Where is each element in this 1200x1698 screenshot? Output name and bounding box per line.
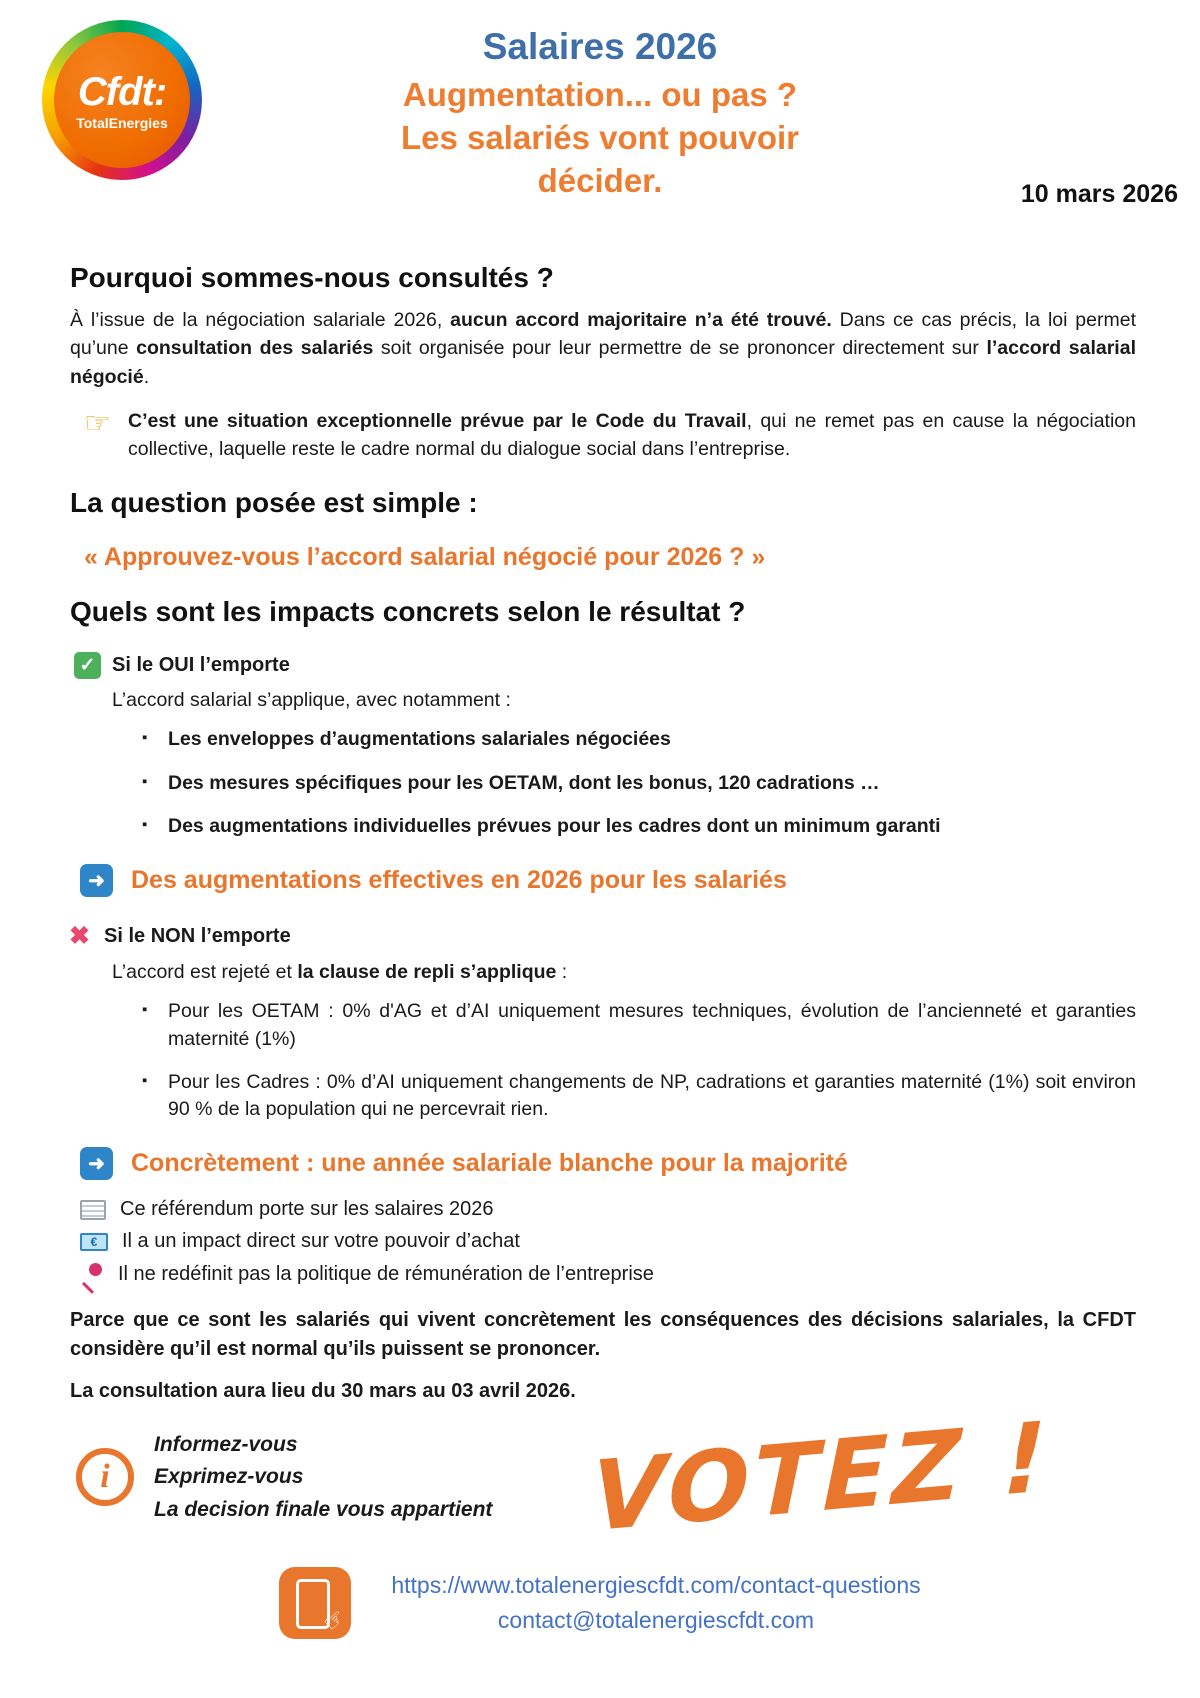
point-remuneration (80, 1262, 1136, 1286)
heading-impacts: Quels sont les impacts concrets selon le résultat ? (70, 596, 746, 628)
yes-bullet-3: ▪ Des augmentations individuelles prévues pour les cadres dont un minimum garanti (142, 813, 1136, 840)
point-text-1: Ce référendum porte sur les salaires 2026 (120, 1198, 494, 1221)
info-line-3: La decision finale vous appartient (154, 1497, 493, 1521)
why-bold-1: aucun accord majoritaire n’a été trouvé. (450, 309, 832, 331)
newspaper-icon (80, 1200, 106, 1220)
note-bold-1: C’est une situation exceptionnelle prévue par le Code du Travail (128, 409, 747, 432)
no-intro (112, 961, 1136, 984)
why-bold-2: consultation des salariés (136, 337, 374, 360)
cross-icon: ✖ (69, 922, 90, 951)
referendum-question: « Approuvez-vous l’accord salarial négocié pour 2026 ? » (84, 543, 766, 572)
consultation-text: aura lieu du 30 mars au 03 avril 2026. (217, 1380, 576, 1403)
phone-contact-icon (279, 1567, 351, 1639)
arrow-right-icon: ➜ (80, 1147, 113, 1180)
note-text (128, 407, 1136, 464)
why-text-3: soit organisée pour leur permettre de se prononcer directement sur (373, 337, 987, 360)
header (0, 0, 1200, 238)
why-text-2: Dans ce cas précis, la loi permet qu’une (70, 309, 1136, 360)
yes-intro: L’accord salarial s’applique, avec notamment : (112, 689, 511, 712)
why-bold-3: l’accord salarial négocié (70, 337, 1136, 388)
title-block (250, 26, 950, 203)
no-intro-text-2: : (556, 961, 568, 984)
logo-subtext: TotalEnergies (76, 114, 168, 131)
yes-bullet-2: ▪ Des mesures spécifiques pour les OETAM, dont les bonus, 120 cadrations … (142, 770, 1136, 797)
yes-callout (80, 864, 1136, 897)
no-bullet-list (142, 998, 1136, 1123)
check-icon: ✓ (74, 652, 101, 679)
no-label-text: Si le NON l’emporte (104, 924, 291, 947)
hand-pointer-icon: ☞ (317, 1603, 352, 1639)
yes-result-label (74, 652, 1136, 679)
why-text-1: À l’issue de la négociation salariale 2026, (70, 309, 451, 331)
logo-ring-icon (42, 20, 202, 180)
note-text-1: , qui ne remet pas en cause la négociation collective, laquelle reste le cadre normal du dialogue social dans l’entreprise. (128, 409, 1137, 461)
banknote-icon: € (80, 1233, 108, 1251)
yes-bullet-list (142, 726, 1136, 840)
pushpin-icon (80, 1262, 104, 1286)
bottom-row (70, 1401, 1136, 1554)
no-callout-text: Concrètement : une année salariale blanche pour la majorité (131, 1149, 848, 1178)
votez-slogan: VOTEZ ! (590, 1401, 1052, 1554)
why-text-4: . (143, 365, 150, 388)
page-title: Salaires 2026 (482, 26, 718, 67)
contact-email-link[interactable]: contact@totalenergiescfdt.com (497, 1607, 815, 1634)
conclusion-paragraph: Parce que ce sont les salariés qui vivent concrètement les conséquences des décisions salariales, la CFDT considère qu’il est normal qu’ils puissent se prononcer. (70, 1309, 1136, 1361)
point-text-2: Il a un impact direct sur votre pouvoir d’achat (122, 1230, 520, 1253)
subtitle-line-2: Les salariés vont pouvoir (401, 118, 799, 156)
point-referendum (80, 1198, 1136, 1221)
heading-why: Pourquoi sommes-nous consultés ? (70, 262, 554, 293)
info-icon: i (76, 1448, 134, 1506)
code-travail-note (84, 407, 1136, 464)
arrow-right-icon: ➜ (80, 864, 113, 897)
yes-bullet-1: ▪ Les enveloppes d’augmentations salariales négociées (142, 726, 1136, 753)
pointing-finger-icon: ☞ (84, 406, 111, 440)
content (0, 262, 1200, 1554)
no-result-label (69, 921, 1136, 951)
contact-links (391, 1568, 920, 1639)
point-pouvoir-achat (80, 1230, 1136, 1253)
heading-question: La question posée est simple : (70, 487, 478, 519)
point-text-3: Il ne redéfinit pas la politique de rémunération de l’entreprise (118, 1262, 654, 1285)
no-intro-bold-1: la clause de repli s’applique (297, 961, 557, 984)
yes-label-text: Si le OUI l’emporte (112, 654, 290, 677)
paragraph-why (70, 306, 1136, 391)
date: 10 mars 2026 (1020, 180, 1178, 208)
contact-url-link[interactable]: https://www.totalenergiescfdt.com/contact-questions (391, 1571, 921, 1598)
no-intro-text-1: L’accord est rejeté et (112, 961, 298, 984)
subtitle-line-3: décider. (537, 161, 663, 199)
cfdt-logo (42, 20, 202, 180)
no-callout (80, 1147, 1136, 1180)
consultation-bold: La consultation (70, 1380, 218, 1403)
info-line-2: Exprimez-vous (154, 1465, 304, 1489)
info-line-1: Informez-vous (154, 1432, 298, 1456)
footer (0, 1567, 1200, 1673)
no-bullet-2: ▪ Pour les Cadres : 0% d’AI uniquement changements de NP, cadrations et garanties maternité (1%) soit environ 90 % de la population qui ne percevrait rien. (142, 1069, 1136, 1124)
consultation-dates (70, 1380, 1136, 1403)
logo-text: Cfdt: (77, 69, 167, 114)
info-block (76, 1429, 536, 1527)
logo-circle (54, 32, 190, 168)
info-lines (154, 1429, 492, 1527)
key-points (80, 1198, 1136, 1286)
no-bullet-1: ▪ Pour les OETAM : 0% d'AG et d’AI uniquement mesures techniques, évolution de l’ancienneté et garanties maternité (1%) (142, 998, 1136, 1053)
subtitle-line-1: Augmentation... ou pas ? (402, 76, 798, 113)
yes-callout-text: Des augmentations effectives en 2026 pour les salariés (131, 866, 787, 895)
